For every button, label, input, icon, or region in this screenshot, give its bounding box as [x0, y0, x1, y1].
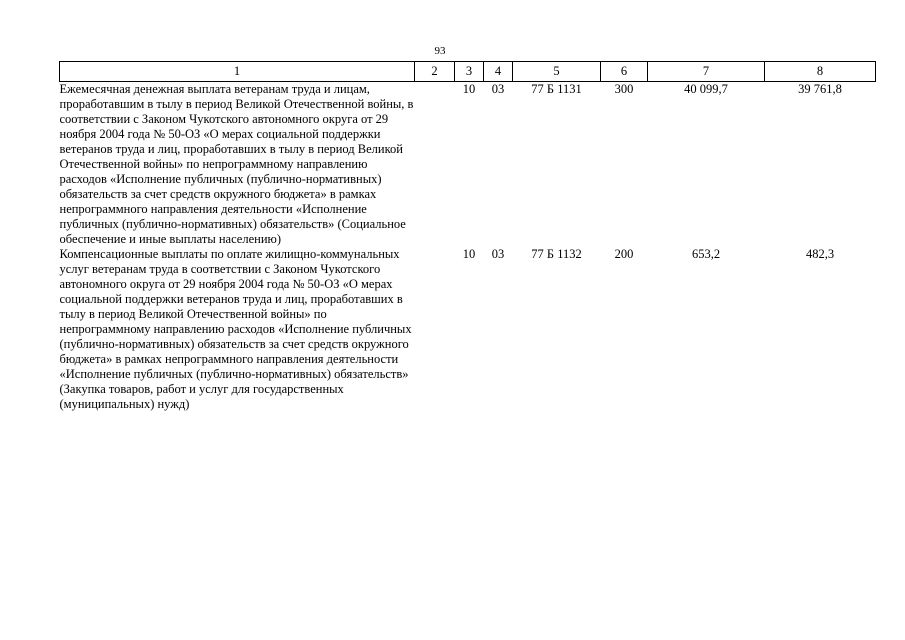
column-header: 3: [455, 62, 484, 82]
table-row: [60, 247, 876, 412]
column-header: 7: [648, 62, 765, 82]
column-header: 5: [513, 62, 601, 82]
column-header: 1: [60, 62, 415, 82]
row-subsection: 03: [491, 247, 505, 261]
row-amount-col8: 39 761,8: [798, 82, 842, 96]
row-description: Ежемесячная денежная выплата ветеранам труда и лицам, проработавшим в тылу в период Великой Отечественной войны, в соответствии с Законом Чукотского автономного округа от 29 ноября 2004 года № 50-ОЗ «О мерах социальной поддержки ветеранов труда и лиц, проработавших в тылу в период Великой Отечественной войны» по непрограммному направлению расходов «Исполнение публичных (публично-нормативных) обязательств за счет средств окружного бюджета» в рамках непрограммного направления деятельности «Исполнение публичных (публично-нормативных) обязательств» (Социальное обеспечение и иные выплаты населению): [59, 82, 414, 246]
column-header: 6: [601, 62, 648, 82]
row-expense-type: 200: [614, 247, 634, 261]
table-header-row: [60, 62, 876, 82]
row-amount-col7: 40 099,7: [684, 82, 728, 96]
row-description: Компенсационные выплаты по оплате жилищно-коммунальных услуг ветеранам труда в соответствии с Законом Чукотского автономного округа от 29 ноября 2004 года № 50-ОЗ «О мерах социальной поддержки ветеранов труда и лиц, проработавших в тылу в период Великой Отечественной войны» по непрограммному направлению расходов «Исполнение публичных (публично-нормативных) обязательств за счет средств окружного бюджета» в рамках непрограммного направления деятельности «Исполнение публичных (публично-нормативных) обязательств» (Закупка товаров, работ и услуг для государственных (муниципальных) нужд): [59, 247, 412, 411]
table-row: [60, 82, 876, 248]
page-number: 93: [434, 45, 446, 57]
row-section: 10: [462, 82, 476, 96]
row-col2: [415, 82, 455, 248]
budget-table: [59, 61, 876, 412]
column-header: 8: [765, 62, 876, 82]
row-subsection: 03: [491, 82, 505, 96]
row-expense-type: 300: [614, 82, 634, 96]
column-header: 4: [484, 62, 513, 82]
row-col2: [415, 247, 455, 412]
row-target-article: 77 Б 1132: [531, 247, 582, 261]
row-amount-col7: 653,2: [691, 247, 721, 261]
row-target-article: 77 Б 1131: [531, 82, 582, 96]
row-amount-col8: 482,3: [805, 247, 835, 261]
row-section: 10: [462, 247, 476, 261]
column-header: 2: [415, 62, 455, 82]
